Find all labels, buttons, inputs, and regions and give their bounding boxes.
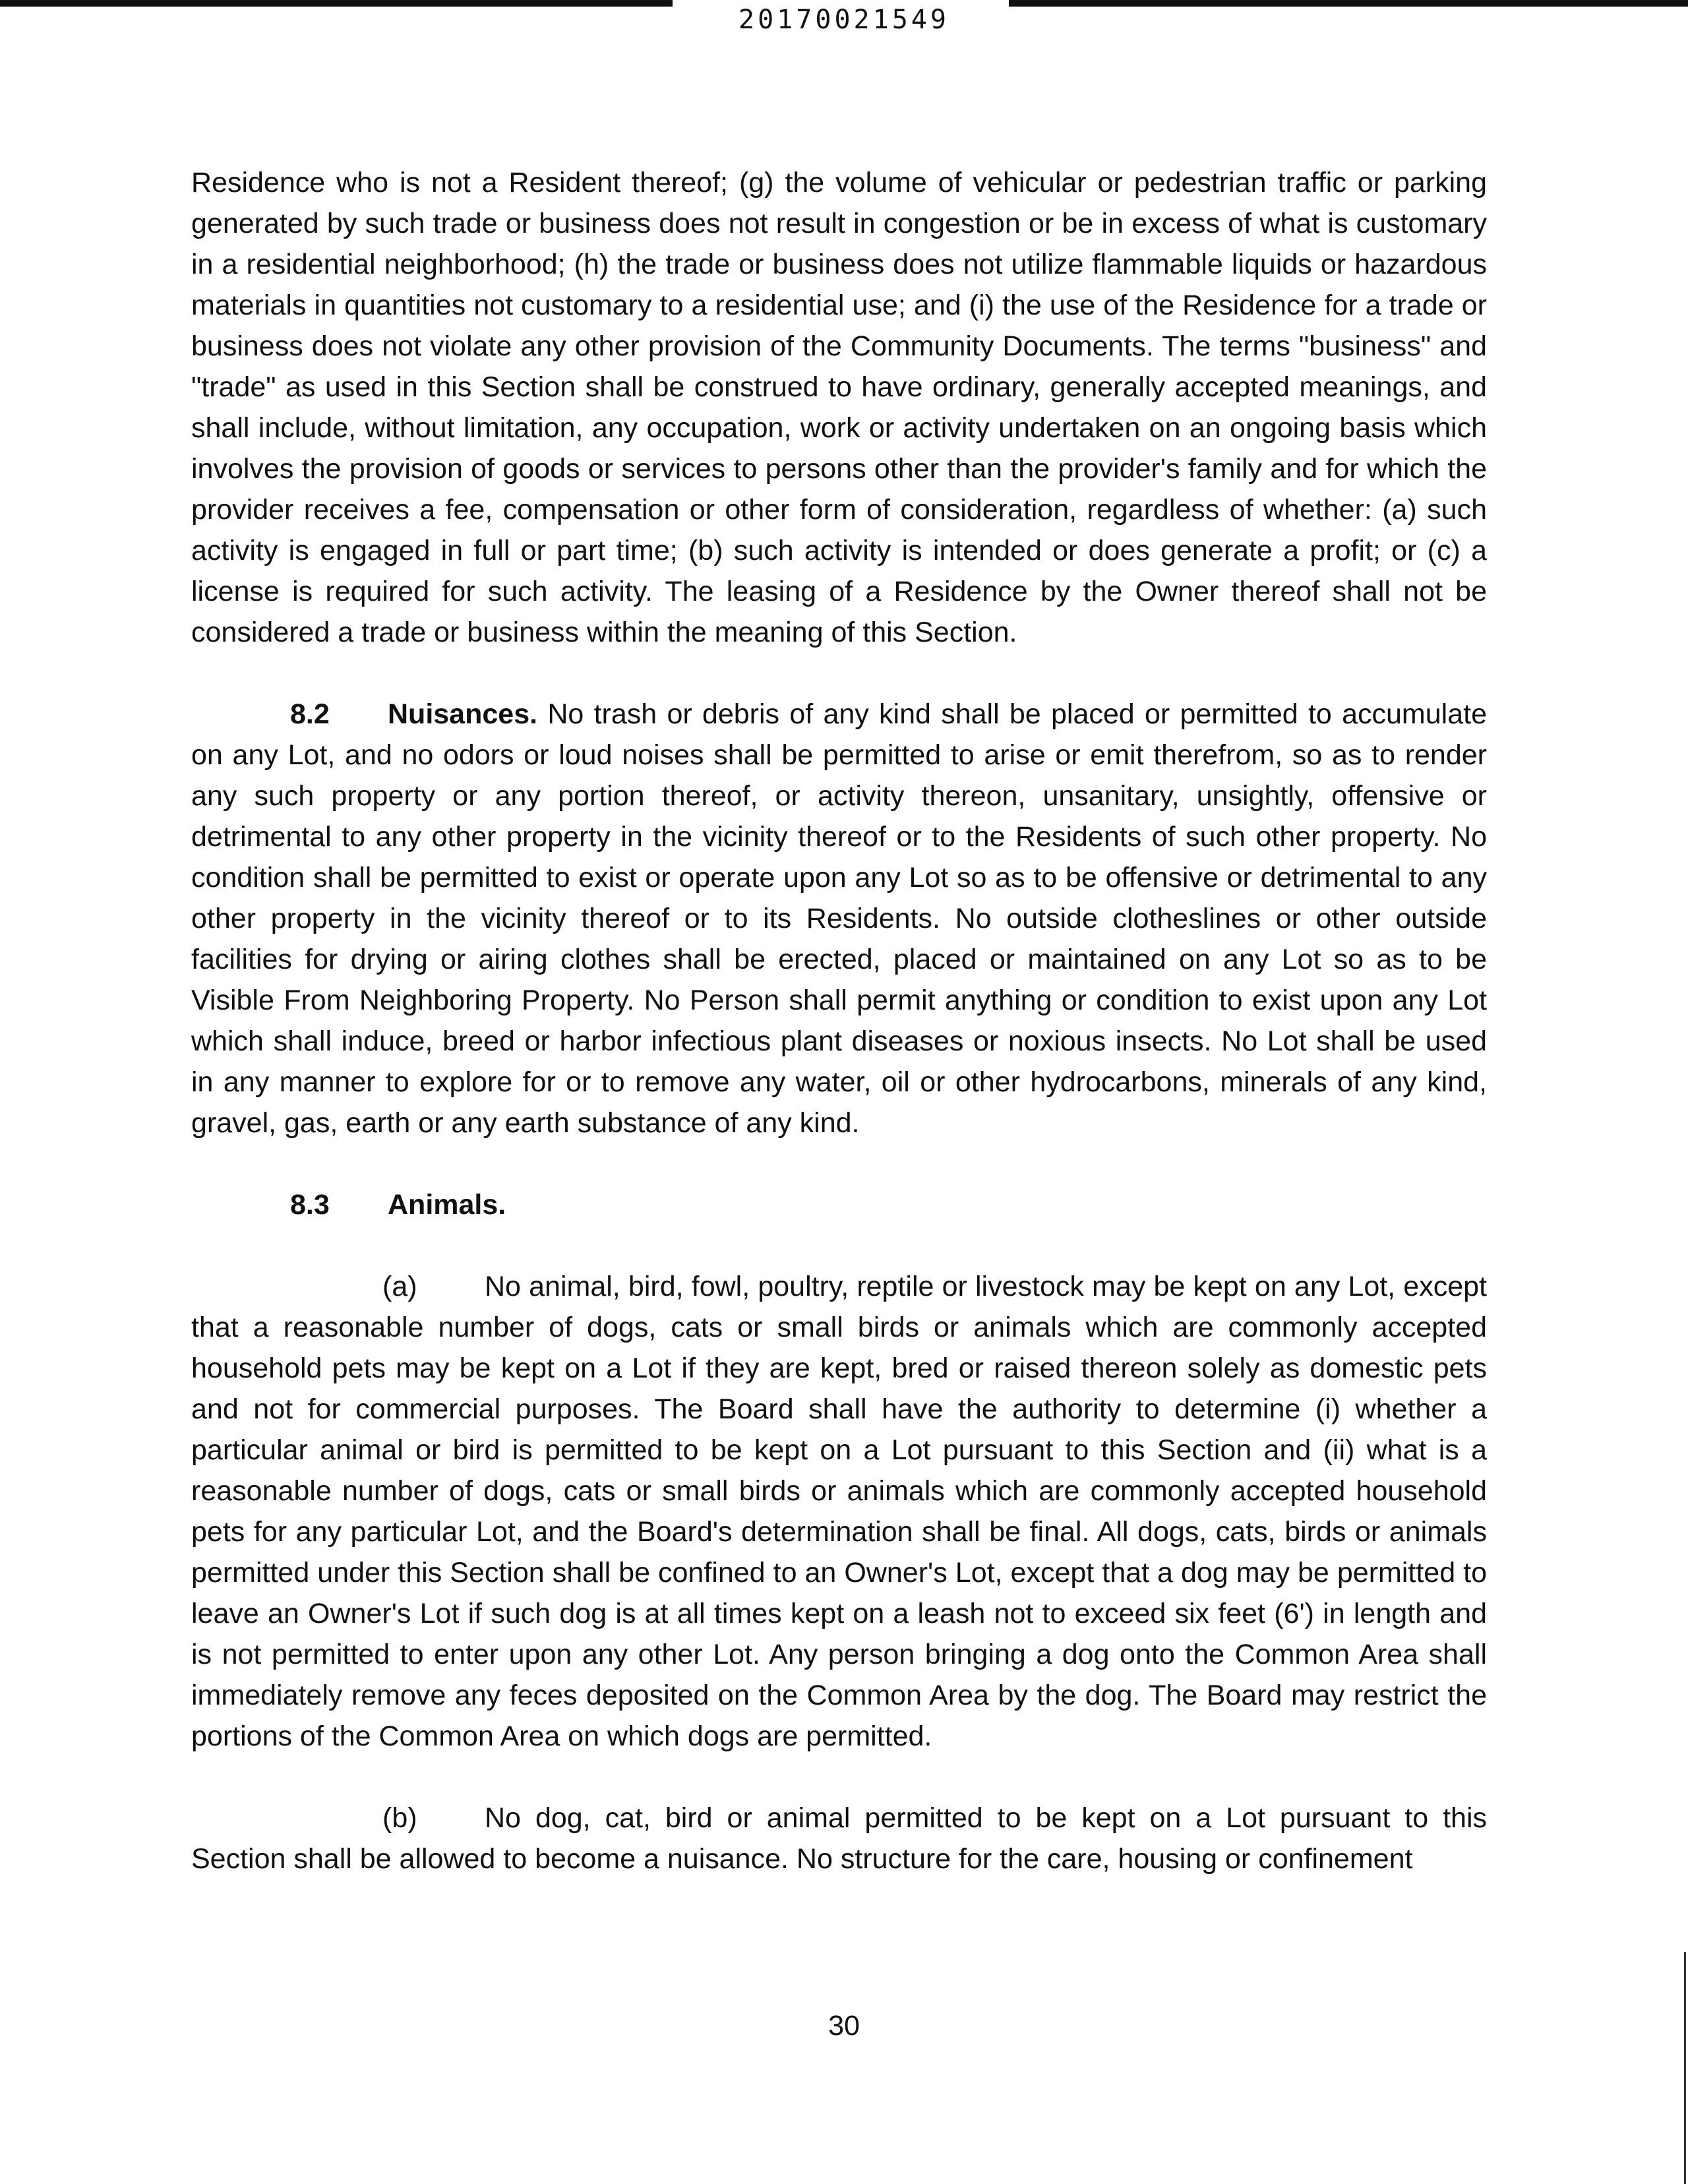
page-body: [191, 162, 1487, 1879]
section-title: Animals.: [388, 1189, 506, 1221]
section-8-2: [191, 694, 1487, 1143]
document-number: 20170021549: [738, 5, 950, 35]
subsection-label: (a): [382, 1271, 417, 1302]
section-title: Nuisances.: [388, 698, 538, 730]
section-8-3-heading: [191, 1184, 1487, 1225]
subsection-label: (b): [382, 1802, 417, 1834]
page-number: 30: [828, 2010, 860, 2042]
subsection-8-3-b: [191, 1798, 1487, 1879]
section-text: No trash or debris of any kind shall be placed or permitted to accumulate on any Lot, and no odors or loud noises shall be permitted to arise or emit therefrom, so as to render any such property or any portion thereof, or activity thereon, unsanitary, unsightly, offensive or detrimental to any other property in the vicinity thereof or to the Residents of such other property. No condition shall be permitted to exist or operate upon any Lot so as to be offensive or detrimental to any other property in the vicinity thereof or to its Residents. No outside clotheslines or other outside facilities for drying or airing clothes shall be erected, placed or maintained on any Lot so as to be Visible From Neighboring Property. No Person shall permit anything or condition to exist upon any Lot which shall induce, breed or harbor infectious plant diseases or noxious insects. No Lot shall be used in any manner to explore for or to remove any water, oil or other hydrocarbons, minerals of any kind, gravel, gas, earth or any earth substance of any kind.: [191, 698, 1487, 1139]
section-number: 8.3: [290, 1189, 330, 1221]
scan-edge-line: [1684, 1952, 1686, 2184]
subsection-text: No dog, cat, bird or animal permitted to be kept on a Lot pursuant to this Section shall be allowed to become a nuisance. No structure for the care, housing or confinement: [191, 1802, 1487, 1875]
paragraph-continuation: Residence who is not a Resident thereof; (g) the volume of vehicular or pedestrian traffic or parking generated by such trade or business does not result in congestion or be in excess of what is customary in a residential neighborhood; (h) the trade or business does not utilize flammable liquids or hazardous materials in quantities not customary to a residential use; and (i) the use of the Residence for a trade or business does not violate any other provision of the Community Documents. The terms "business" and "trade" as used in this Section shall be construed to have ordinary, generally accepted meanings, and shall include, without limitation, any occupation, work or activity undertaken on an ongoing basis which involves the provision of goods or services to persons other than the provider's family and for which the provider receives a fee, compensation or other form of consideration, regardless of whether: (a) such activity is engaged in full or part time; (b) such activity is intended or does generate a profit; or (c) a license is required for such activity. The leasing of a Residence by the Owner thereof shall not be considered a trade or business within the meaning of this Section.: [191, 167, 1487, 648]
subsection-8-3-a: [191, 1266, 1487, 1757]
subsection-text: No animal, bird, fowl, poultry, reptile or livestock may be kept on any Lot, except that a reasonable number of dogs, cats or small birds or animals which are commonly accepted household pets may be kept on a Lot if they are kept, bred or raised thereon solely as domestic pets and not for commercial purposes. The Board shall have the authority to determine (i) whether a particular animal or bird is permitted to be kept on a Lot pursuant to this Section and (ii) what is a reasonable number of dogs, cats or small birds or animals which are commonly accepted household pets for any particular Lot, and the Board's determination shall be final. All dogs, cats, birds or animals permitted under this Section shall be confined to an Owner's Lot, except that a dog may be permitted to leave an Owner's Lot if such dog is at all times kept on a leash not to exceed six feet (6') in length and is not permitted to enter upon any other Lot. Any person bringing a dog onto the Common Area shall immediately remove any feces deposited on the Common Area by the dog. The Board may restrict the portions of the Common Area on which dogs are permitted.: [191, 1271, 1487, 1752]
section-number: 8.2: [290, 698, 330, 730]
